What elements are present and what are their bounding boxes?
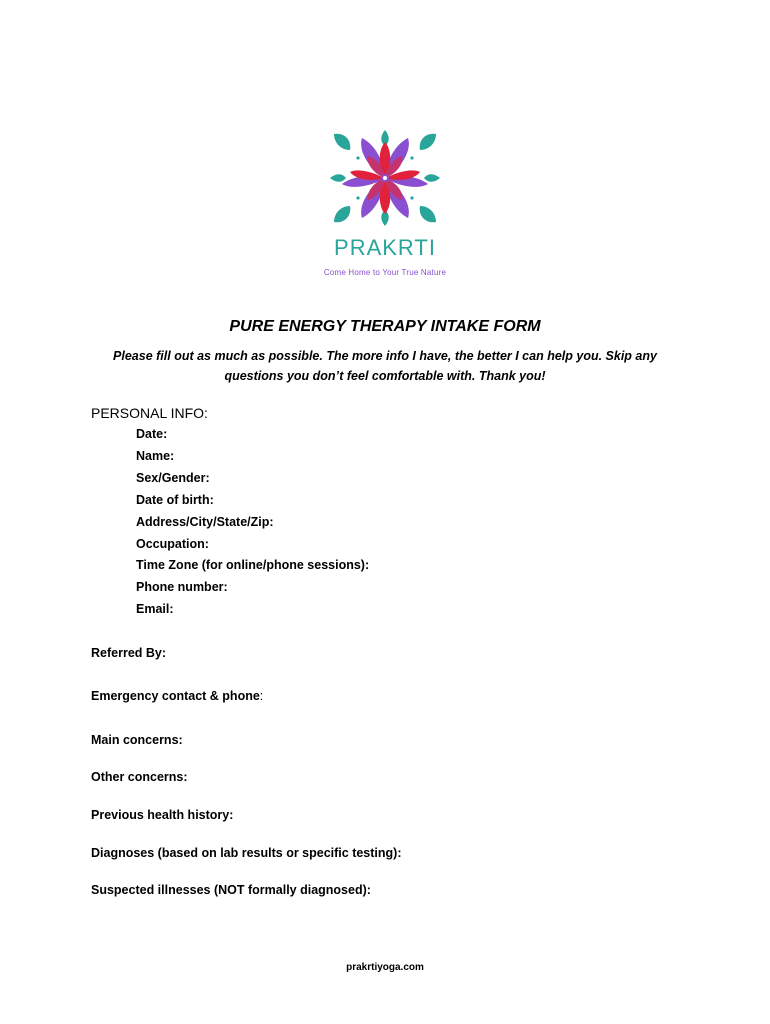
field-referred-by: Referred By:: [91, 646, 167, 660]
footer-website: prakrtiyoga.com: [346, 962, 424, 973]
field-sex-gender: Sex/Gender:: [136, 471, 210, 485]
field-occupation: Occupation:: [136, 537, 209, 551]
emergency-contact-label: Emergency contact & phone: [91, 689, 260, 703]
field-date: Date:: [136, 427, 168, 441]
field-address: Address/City/State/Zip:: [136, 515, 274, 529]
prakrti-logo: [318, 128, 452, 283]
personal-info-heading: PERSONAL INFO:: [91, 405, 208, 421]
field-other-concerns: Other concerns:: [91, 770, 188, 784]
mandala-flower-icon: [328, 128, 442, 228]
field-suspected-illnesses: Suspected illnesses (NOT formally diagnosed):: [91, 883, 371, 897]
form-intro: Please fill out as much as possible. The more info I have, the better I can help you. Skip any questions you don’t feel comfortable with. Thank you!: [113, 349, 657, 383]
field-email: Email:: [136, 602, 174, 616]
brand-name: PRAKRTI: [334, 235, 436, 260]
field-emergency-contact: [91, 689, 263, 703]
field-name: Name:: [136, 449, 175, 463]
field-time-zone: Time Zone (for online/phone sessions):: [136, 558, 370, 572]
brand-tagline: Come Home to Your True Nature: [323, 268, 447, 277]
form-title: PURE ENERGY THERAPY INTAKE FORM: [229, 318, 541, 335]
field-previous-health-history: Previous health history:: [91, 808, 234, 822]
field-phone-number: Phone number:: [136, 580, 228, 594]
field-date-of-birth: Date of birth:: [136, 493, 214, 507]
emergency-contact-colon: :: [259, 689, 264, 703]
field-main-concerns: Main concerns:: [91, 733, 183, 747]
field-diagnoses: Diagnoses (based on lab results or specific testing):: [91, 846, 402, 860]
